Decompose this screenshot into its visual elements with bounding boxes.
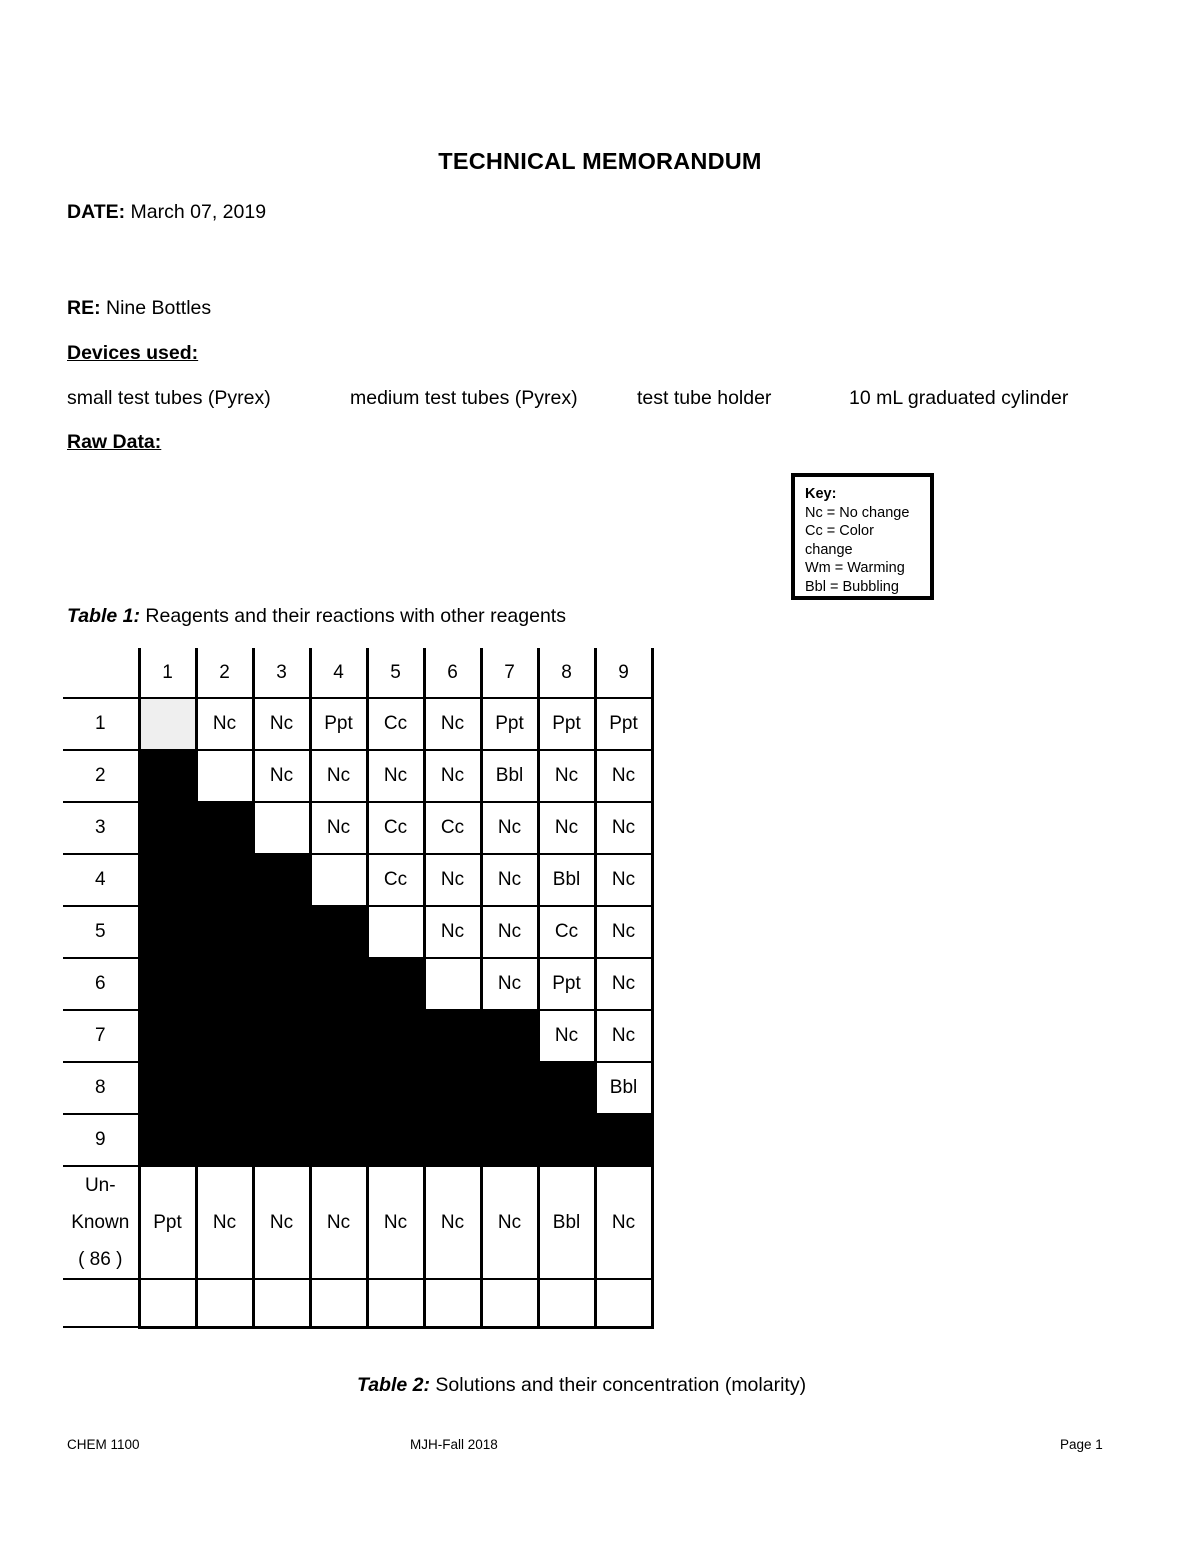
matrix-cell-2-6: Nc xyxy=(424,750,481,802)
matrix-cell-unknown-5: Nc xyxy=(367,1166,424,1279)
reaction-matrix-table xyxy=(63,648,654,1329)
matrix-blank-cell-6 xyxy=(424,1279,481,1327)
matrix-cell-9-4 xyxy=(310,1114,367,1166)
matrix-cell-4-7: Nc xyxy=(481,854,538,906)
table1-caption xyxy=(67,605,566,628)
re-value: Nine Bottles xyxy=(100,297,212,319)
matrix-cell-1-8: Ppt xyxy=(538,698,595,750)
matrix-unknown-row xyxy=(63,1166,652,1279)
table2-caption xyxy=(357,1374,806,1397)
matrix-row-header-8: 8 xyxy=(63,1062,139,1114)
date-line xyxy=(67,200,266,224)
matrix-column-header-5: 5 xyxy=(367,648,424,698)
matrix-column-header-2: 2 xyxy=(196,648,253,698)
page-footer xyxy=(0,1437,1200,1457)
matrix-cell-6-2 xyxy=(196,958,253,1010)
matrix-cell-7-5 xyxy=(367,1010,424,1062)
footer-term: MJH-Fall 2018 xyxy=(410,1437,498,1452)
unknown-label-line-0: Un- xyxy=(84,1175,116,1196)
matrix-cell-unknown-8: Bbl xyxy=(538,1166,595,1279)
matrix-header-row xyxy=(63,648,652,698)
matrix-row xyxy=(63,1010,652,1062)
unknown-label-line-1: Known xyxy=(71,1212,130,1234)
matrix-row-header-2: 2 xyxy=(63,750,139,802)
device-item-3: 10 mL graduated cylinder xyxy=(849,387,1069,409)
matrix-cell-unknown-6: Nc xyxy=(424,1166,481,1279)
matrix-cell-8-6 xyxy=(424,1062,481,1114)
matrix-row-header-unknown xyxy=(63,1166,139,1279)
matrix-cell-9-7 xyxy=(481,1114,538,1166)
matrix-cell-9-1 xyxy=(139,1114,196,1166)
matrix-cell-8-9: Bbl xyxy=(595,1062,652,1114)
page-title: TECHNICAL MEMORANDUM xyxy=(438,148,762,174)
matrix-row-header-3: 3 xyxy=(63,802,139,854)
matrix-column-header-8: 8 xyxy=(538,648,595,698)
devices-used-heading: Devices used: xyxy=(67,342,199,364)
table2-caption-label: Table 2: xyxy=(357,1374,430,1396)
unknown-label-line-2: ( 86 ) xyxy=(78,1249,123,1271)
matrix-cell-4-8: Bbl xyxy=(538,854,595,906)
matrix-cell-9-5 xyxy=(367,1114,424,1166)
matrix-column-header-7: 7 xyxy=(481,648,538,698)
matrix-cell-5-8: Cc xyxy=(538,906,595,958)
matrix-row-header-9: 9 xyxy=(63,1114,139,1166)
matrix-blank-row-header xyxy=(63,1279,139,1327)
matrix-cell-4-1 xyxy=(139,854,196,906)
matrix-column-header-6: 6 xyxy=(424,648,481,698)
footer-course-code: CHEM 1100 xyxy=(67,1437,140,1452)
matrix-cell-8-2 xyxy=(196,1062,253,1114)
matrix-cell-3-7: Nc xyxy=(481,802,538,854)
device-item-0: small test tubes (Pyrex) xyxy=(67,387,271,409)
matrix-cell-1-6: Nc xyxy=(424,698,481,750)
matrix-cell-1-5: Cc xyxy=(367,698,424,750)
key-entry-wm: Wm = Warming xyxy=(805,560,905,577)
matrix-row-header-6: 6 xyxy=(63,958,139,1010)
date-value: March 07, 2019 xyxy=(125,201,267,223)
matrix-cell-4-5: Cc xyxy=(367,854,424,906)
matrix-row xyxy=(63,750,652,802)
matrix-row xyxy=(63,1062,652,1114)
matrix-column-header-3: 3 xyxy=(253,648,310,698)
matrix-cell-4-3 xyxy=(253,854,310,906)
matrix-cell-4-6: Nc xyxy=(424,854,481,906)
matrix-cell-1-3: Nc xyxy=(253,698,310,750)
matrix-cell-unknown-3: Nc xyxy=(253,1166,310,1279)
matrix-cell-1-1 xyxy=(139,698,196,750)
matrix-cell-8-3 xyxy=(253,1062,310,1114)
matrix-cell-1-2: Nc xyxy=(196,698,253,750)
matrix-cell-2-5: Nc xyxy=(367,750,424,802)
matrix-cell-4-4 xyxy=(310,854,367,906)
matrix-cell-5-3 xyxy=(253,906,310,958)
matrix-cell-3-1 xyxy=(139,802,196,854)
matrix-cell-4-9: Nc xyxy=(595,854,652,906)
matrix-cell-3-5: Cc xyxy=(367,802,424,854)
matrix-cell-5-9: Nc xyxy=(595,906,652,958)
device-item-1: medium test tubes (Pyrex) xyxy=(350,387,578,409)
footer-page-number: Page 1 xyxy=(1060,1437,1103,1452)
matrix-cell-2-2 xyxy=(196,750,253,802)
matrix-cell-2-1 xyxy=(139,750,196,802)
matrix-blank-cell-8 xyxy=(538,1279,595,1327)
matrix-blank-cell-1 xyxy=(139,1279,196,1327)
date-label: DATE: xyxy=(67,201,126,223)
matrix-cell-6-8: Ppt xyxy=(538,958,595,1010)
matrix-cell-8-1 xyxy=(139,1062,196,1114)
key-entry-cc: Cc = Color change xyxy=(805,523,874,558)
key-legend-box xyxy=(791,473,934,600)
matrix-cell-6-1 xyxy=(139,958,196,1010)
matrix-cell-9-8 xyxy=(538,1114,595,1166)
matrix-cell-3-3 xyxy=(253,802,310,854)
matrix-cell-7-2 xyxy=(196,1010,253,1062)
matrix-cell-9-9 xyxy=(595,1114,652,1166)
matrix-cell-2-9: Nc xyxy=(595,750,652,802)
matrix-cell-6-4 xyxy=(310,958,367,1010)
re-line xyxy=(67,296,211,320)
matrix-cell-3-9: Nc xyxy=(595,802,652,854)
matrix-cell-1-7: Ppt xyxy=(481,698,538,750)
matrix-cell-3-6: Cc xyxy=(424,802,481,854)
matrix-cell-6-5 xyxy=(367,958,424,1010)
matrix-row-header-1: 1 xyxy=(63,698,139,750)
matrix-blank-row xyxy=(63,1279,652,1327)
matrix-blank-cell-7 xyxy=(481,1279,538,1327)
matrix-cell-7-7 xyxy=(481,1010,538,1062)
matrix-cell-7-6 xyxy=(424,1010,481,1062)
matrix-corner-cell xyxy=(63,648,139,698)
matrix-row xyxy=(63,958,652,1010)
matrix-column-header-9: 9 xyxy=(595,648,652,698)
matrix-cell-4-2 xyxy=(196,854,253,906)
matrix-cell-2-7: Bbl xyxy=(481,750,538,802)
matrix-row-header-4: 4 xyxy=(63,854,139,906)
matrix-row xyxy=(63,1114,652,1166)
matrix-cell-6-9: Nc xyxy=(595,958,652,1010)
matrix-cell-2-4: Nc xyxy=(310,750,367,802)
matrix-cell-9-6 xyxy=(424,1114,481,1166)
matrix-cell-7-1 xyxy=(139,1010,196,1062)
matrix-cell-7-3 xyxy=(253,1010,310,1062)
matrix-cell-8-7 xyxy=(481,1062,538,1114)
re-label: RE: xyxy=(67,297,101,319)
matrix-cell-7-4 xyxy=(310,1010,367,1062)
raw-data-heading: Raw Data: xyxy=(67,431,162,453)
matrix-cell-8-5 xyxy=(367,1062,424,1114)
matrix-row-header-7: 7 xyxy=(63,1010,139,1062)
matrix-cell-unknown-9: Nc xyxy=(595,1166,652,1279)
matrix-cell-7-8: Nc xyxy=(538,1010,595,1062)
matrix-cell-3-8: Nc xyxy=(538,802,595,854)
matrix-cell-6-6 xyxy=(424,958,481,1010)
matrix-cell-5-1 xyxy=(139,906,196,958)
matrix-cell-9-3 xyxy=(253,1114,310,1166)
matrix-column-header-1: 1 xyxy=(139,648,196,698)
matrix-blank-cell-2 xyxy=(196,1279,253,1327)
matrix-cell-5-7: Nc xyxy=(481,906,538,958)
matrix-cell-1-9: Ppt xyxy=(595,698,652,750)
key-entry-bbl: Bbl = Bubbling xyxy=(805,578,899,595)
matrix-cell-7-9: Nc xyxy=(595,1010,652,1062)
matrix-cell-3-4: Nc xyxy=(310,802,367,854)
matrix-cell-8-8 xyxy=(538,1062,595,1114)
matrix-cell-unknown-1: Ppt xyxy=(139,1166,196,1279)
matrix-blank-cell-9 xyxy=(595,1279,652,1327)
matrix-cell-1-4: Ppt xyxy=(310,698,367,750)
matrix-cell-unknown-7: Nc xyxy=(481,1166,538,1279)
matrix-cell-5-4 xyxy=(310,906,367,958)
matrix-cell-2-3: Nc xyxy=(253,750,310,802)
matrix-row-header-5: 5 xyxy=(63,906,139,958)
key-entry-nc: Nc = No change xyxy=(805,504,910,521)
matrix-cell-8-4 xyxy=(310,1062,367,1114)
matrix-row xyxy=(63,802,652,854)
matrix-cell-6-3 xyxy=(253,958,310,1010)
table2-caption-text: Solutions and their concentration (molarity) xyxy=(429,1374,807,1396)
device-item-2: test tube holder xyxy=(637,387,772,409)
matrix-cell-5-6: Nc xyxy=(424,906,481,958)
matrix-row xyxy=(63,854,652,906)
matrix-cell-2-8: Nc xyxy=(538,750,595,802)
matrix-cell-unknown-4: Nc xyxy=(310,1166,367,1279)
matrix-blank-cell-4 xyxy=(310,1279,367,1327)
matrix-cell-3-2 xyxy=(196,802,253,854)
key-title: Key: xyxy=(805,486,837,502)
matrix-cell-5-5 xyxy=(367,906,424,958)
table1-caption-text: Reagents and their reactions with other reagents xyxy=(139,605,566,627)
matrix-blank-cell-3 xyxy=(253,1279,310,1327)
matrix-column-header-4: 4 xyxy=(310,648,367,698)
matrix-row xyxy=(63,698,652,750)
table1-caption-label: Table 1: xyxy=(67,605,140,627)
matrix-cell-5-2 xyxy=(196,906,253,958)
matrix-cell-unknown-2: Nc xyxy=(196,1166,253,1279)
matrix-cell-9-2 xyxy=(196,1114,253,1166)
matrix-blank-cell-5 xyxy=(367,1279,424,1327)
matrix-cell-6-7: Nc xyxy=(481,958,538,1010)
matrix-row xyxy=(63,906,652,958)
